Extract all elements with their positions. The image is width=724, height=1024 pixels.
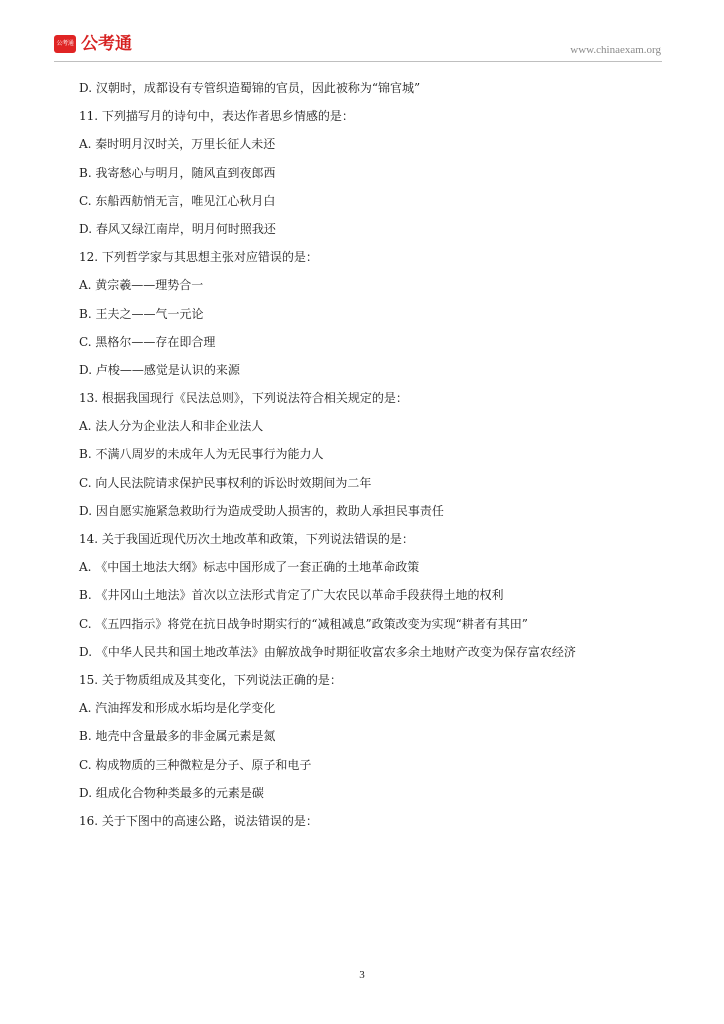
option-d-q11: D. 春风又绿江南岸，明月何时照我还 bbox=[79, 221, 276, 236]
option-b-q12: B. 王夫之——气一元论 bbox=[79, 306, 204, 321]
question-13: 13. 根据我国现行《民法总则》，下列说法符合相关规定的是： bbox=[79, 391, 408, 406]
option-b-q13: B. 不满八周岁的未成年人为无民事行为能力人 bbox=[79, 447, 324, 462]
option-a-q12: A. 黄宗羲——理势合一 bbox=[79, 278, 204, 293]
question-11: 11. 下列描写月的诗句中，表达作者思乡情感的是： bbox=[79, 109, 354, 124]
option-d-q13: D. 因自愿实施紧急救助行为造成受助人损害的，救助人承担民事责任 bbox=[79, 503, 444, 518]
option-b-q14: B. 《井冈山土地法》首次以立法形式肯定了广大农民以革命手段获得土地的权利 bbox=[79, 588, 504, 603]
option-d-q15: D. 组成化合物种类最多的元素是碳 bbox=[79, 785, 264, 800]
option-a-q11: A. 秦时明月汉时关，万里长征人未还 bbox=[79, 137, 276, 152]
site-url: www.chinaexam.org bbox=[570, 44, 661, 56]
option-d-q12: D. 卢梭——感觉是认识的来源 bbox=[79, 362, 240, 377]
question-text bbox=[79, 78, 679, 839]
logo-badge-icon: 公考通 bbox=[54, 35, 76, 53]
option-b-q15: B. 地壳中含量最多的非金属元素是氮 bbox=[79, 729, 276, 744]
option-d-q14: D. 《中华人民共和国土地改革法》由解放战争时期征收富农多余土地财产改变为保存富农经济 bbox=[79, 644, 576, 659]
option-a-q15: A. 汽油挥发和形成水垢均是化学变化 bbox=[79, 701, 276, 716]
option-a-q13: A. 法人分为企业法人和非企业法人 bbox=[79, 419, 264, 434]
question-12: 12. 下列哲学家与其思想主张对应错误的是： bbox=[79, 250, 318, 265]
page-header bbox=[0, 0, 724, 64]
option-c-q11: C. 东船西舫悄无言，唯见江心秋月白 bbox=[79, 193, 276, 208]
site-logo[interactable] bbox=[54, 34, 132, 54]
option-c-q12: C. 黑格尔——存在即合理 bbox=[79, 334, 216, 349]
option-c-q15: C. 构成物质的三种微粒是分子、原子和电子 bbox=[79, 757, 312, 772]
logo-text: 公考通 bbox=[81, 34, 132, 54]
option-d-q10: D. 汉朝时，成都设有专管织造蜀锦的官员，因此被称为“锦官城” bbox=[79, 81, 421, 95]
option-c-q13: C. 向人民法院请求保护民事权利的诉讼时效期间为二年 bbox=[79, 475, 372, 490]
question-16: 16. 关于下图中的高速公路，说法错误的是： bbox=[79, 813, 318, 828]
question-15: 15. 关于物质组成及其变化，下列说法正确的是： bbox=[79, 672, 342, 687]
question-14: 14. 关于我国近现代历次土地改革和政策，下列说法错误的是： bbox=[79, 532, 414, 546]
option-a-q14: A. 《中国土地法大纲》标志中国形成了一套正确的土地革命政策 bbox=[79, 560, 420, 575]
page-number: 3 bbox=[359, 969, 365, 981]
option-c-q14: C. 《五四指示》将党在抗日战争时期实行的“减租减息”政策改变为实现“耕者有其田” bbox=[79, 616, 528, 631]
header-divider bbox=[54, 61, 662, 62]
option-b-q11: B. 我寄愁心与明月，随风直到夜郎西 bbox=[79, 165, 276, 180]
